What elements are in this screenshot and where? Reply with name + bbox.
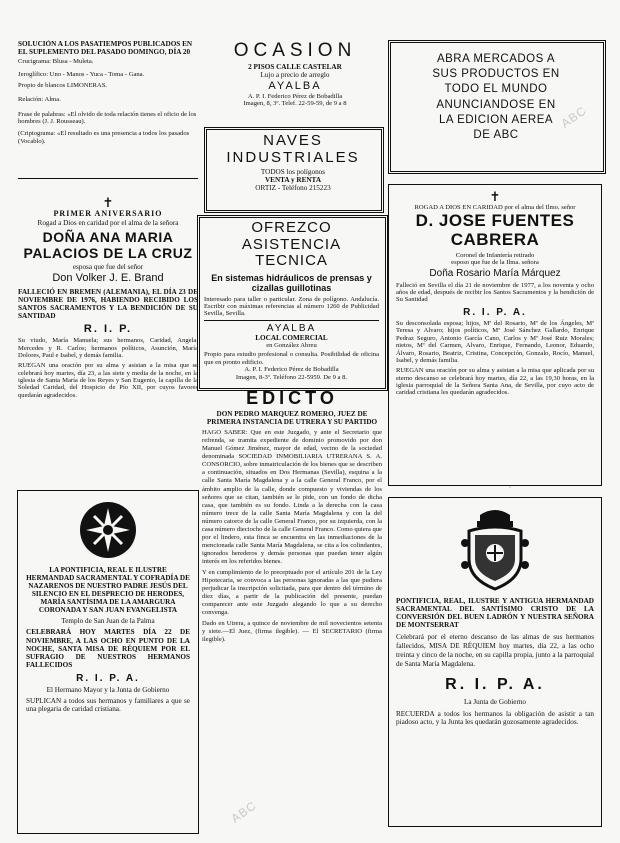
puzzle-solutions — [18, 40, 198, 180]
aniversario-mass: RUEGAN una oración por su alma y asistan a la misa que se celebrará hoy martes, día 23, a las siete y media de la noche, en la iglesia de Santa María de los Reyes y San Eugenio, la capilla de la Soledad Caridad, del Hospicio de Pío XII, por cuyos favores quedarán agradecidos. — [18, 362, 198, 399]
edicto-heading: DON PEDRO MARQUEZ ROMERO, JUEZ DE PRIMERA INSTANCIA DE UTRERA Y SU PARTIDO — [206, 410, 378, 427]
cross-icon: ✝ — [489, 190, 501, 204]
hermandad-plea: RECUERDA a todos los hermanos la obligación de asistir a tan piadoso acto, y la Junta les quedarán gozosamente agradecidos. — [396, 710, 594, 727]
puzzle-line: Frase de palabras: «El olvido de toda relación tienes el oficio de los hombres (J. J. Rousseau). — [18, 110, 197, 125]
deceased-name: DOÑA ANA MARIA PALACIOS DE LA CRUZ — [23, 229, 193, 262]
abc-ad-line: ANUNCIANDOSE EN — [436, 98, 556, 111]
aniversario-body: FALLECIÓ EN BREMEN (ALEMANIA), EL DÍA 23 DE NOVIEMBRE DE 1976, HABIENDO RECIBIDO LOS SANTOS SACRAMENTOS Y LA BENDICIÓN DE SU SANTIDAD — [18, 287, 198, 320]
rip-label: R. I. P. A. — [463, 306, 527, 318]
divider — [18, 178, 198, 179]
hermandad-signed: La Junta de Gobierno — [463, 698, 527, 707]
hermandad-body: CELEBRARÁ HOY MARTES DÍA 22 DE NOVIEMBRE, A LAS OCHO EN PUNTO DE LA NOCHE, SANTA MISA DE RÉQUIEM POR EL SUFRAGIO DE NUESTROS HERMANOS FALLECIDOS — [26, 628, 190, 669]
ocasion-brand: AYALBA — [268, 80, 322, 93]
spouse-name: Doña Rosario María Márquez — [429, 267, 561, 279]
spouse-name: Don Volker J. E. Brand — [52, 272, 164, 285]
cross-emblem-icon — [76, 498, 140, 562]
edicto-body: HAGO SABER: Que en este Juzgado, y ante el Secretario que refrenda, se tramita expediente de dominio promovido por don Manuel Gómez Jiménez, mayor de edad, vecino de la sociedad denominada SOCIEDAD INMOBILIARIA UTRERANA S. A. CONSORCIO, sobre inmatriculación de los bienes que se describen a continuación, situados en Dos Hermanas (Sevilla), esquina a la calle Santa María Magdalena y a la calle General Franco, por el ámbito amplio de la calle, donde compuesto y viviendas de los señores que se citan, también se le pide, con un fondo de dicha casa, que también es su fondo. Linda a la derecha con la casa número trece de la calle Santa María Magdalena y con la del número catorce de la calle General Franco, por su izquierda, con la casa número dieciocho de la calle General Franco. Como quiera que por el lindero, esta finca se encuentra en las inmediaciones de la mencionada calle Santa María Magdalena, se cita a los colindantes, ignorados herederos y demás personas que puedan tener algún interés en los referidos bienes. — [202, 429, 382, 565]
hermandad-body: Celebrará por el eterno descanso de las almas de sus hermanos fallecidos, MISA DE RÉQUIEM hoy martes, día 22, a las ocho treinta y cinco de la noche, en su capilla propia, junto a la parroquial de Santa María Magdalena. — [396, 633, 594, 668]
puzzle-line: Jeroglífico: Uno - Manos - Yuca - Toma - Gana. — [18, 70, 145, 78]
ocasion-line: A. P. I. Federico Pérez de Bobadilla — [247, 92, 343, 100]
naves-ad — [210, 133, 376, 205]
abc-watermark: ABC — [228, 798, 260, 826]
edicto-signature: Dado en Utrera, a quince de noviembre de mil novecientos setenta y siete.—El Juez, (firma ilegible). — El SECRETARIO (firma ilegible). — [202, 620, 382, 644]
ocasion-title: OCASION — [233, 40, 357, 61]
hermandad-plea: SUPLICAN a todos sus hermanos y familiares a que se una plegaria de caridad cristiana. — [26, 697, 190, 714]
edicto-title: EDICTO — [246, 388, 338, 408]
ocasion-line: 2 PISOS CALLE CASTELAR — [248, 63, 342, 72]
local-api: A. P. I. Federico Pérez de Bobadilla — [244, 366, 339, 374]
puzzle-heading: SOLUCIÓN A LOS PASATIEMPOS PUBLICADOS EN EL SUPLEMENTO DEL PASADO DOMINGO, DÍA 20 — [18, 40, 193, 57]
naves-sub: ORTIZ - Teléfono 215223 — [255, 184, 331, 193]
puzzle-line: Propio de blancos LIMONERAS. — [18, 81, 108, 89]
fuentes-notice — [396, 190, 594, 480]
local-api: Imagen, 8-3º. Teléfono 22-5959. De 9 a 8. — [235, 373, 348, 381]
cross-icon: ✝ — [102, 196, 114, 210]
ofrezco-body: Interesado para taller o particular. Zona de polígono. Andalucía. Escribir con máximas referencias al número 1260 de Publicidad Sevilla, Sevilla. — [204, 295, 379, 318]
local-sub: en González Abreu — [266, 342, 317, 350]
local-title: LOCAL COMERCIAL — [255, 333, 328, 342]
abc-ad-line: TODO EL MUNDO — [444, 83, 548, 96]
aniversario-sub: esposa que fue del señor — [72, 263, 144, 272]
fuentes-title: Coronel de Infantería retirado — [455, 251, 535, 259]
abc-ad — [396, 52, 596, 162]
edicto — [202, 388, 382, 836]
hermandad-right — [396, 503, 594, 821]
ofrezco-sub: En sistemas hidráulicos de prensas y cizallas guillotinas — [211, 272, 372, 293]
ocasion-line: Lujo a precio de arreglo — [260, 71, 330, 80]
abc-ad-line: SUS PRODUCTOS EN — [432, 68, 560, 81]
ofrezco-ad — [204, 220, 379, 382]
hermandad-heading: LA PONTIFICIA, REAL E ILUSTRE HERMANDAD SACRAMENTAL Y COFRADÍA DE NAZARENOS DE NUESTRO PADRE JESÚS DEL SILENCIO EN EL DESPRECIO DE HERODES, MARÍA SANTÍSIMA DE LA AMARGURA CORONADA Y SAN JUAN EVANGELISTA — [26, 566, 190, 615]
abc-ad-line: ABRA MERCADOS A — [436, 53, 556, 65]
fuentes-intro: ROGAD A DIOS EN CARIDAD por el alma del Ilmo. señor — [414, 204, 576, 211]
fuentes-sub: esposo que fue de la Ilma. señora — [451, 259, 539, 267]
aniversario-notice — [18, 196, 198, 480]
temple-name: Templo de San Juan de la Palma — [61, 617, 155, 626]
puzzle-line: Crucigrama: Blusa - Muleta. — [18, 58, 94, 66]
aniversario-intro: Rogad a Dios en caridad por el alma de la señora — [37, 218, 179, 227]
naves-sub: VENTA y RENTA — [264, 176, 322, 185]
abc-ad-line: LA EDICION AEREA — [438, 113, 554, 126]
edicto-body: Y en cumplimiento de lo preceptuado por el artículo 201 de la Ley Hipotecaria, se convoca a las personas ignoradas a las que pudiera perjudicar la inscripción solicitada, para que dentro del término de diez días, a partir de la publicación del presente, puedan comparecer ante este Juzgado alegando lo que a su derecho convenga. — [202, 568, 382, 616]
fuentes-mass: RUEGAN una oración por su alma y asistan a la misa que aplicada por su eterno descanso se celebrará hoy martes, día 22, a las 19,30 horas, en la iglesia parroquial de la Señora Santa Ana, de Sevilla, por cuyo acto de caridad cristiana les quedarán agradecidos. — [396, 367, 594, 397]
crest-emblem-icon — [455, 503, 535, 593]
fuentes-body: Falleció en Sevilla el día 21 de noviembre de 1977, a los noventa y ocho años de edad, después de recibir los Santos Sacramentos y la bendición de Su Santidad — [396, 281, 594, 304]
aniversario-family: Su viudo, María Manuela; sus hermanos, Caridad, Angela, Mercedes y R. Carlos; hermanos políticos, Asunción, María Dolores, Paul e Isabel, y demás familia. — [18, 337, 198, 359]
rip-label: R. I. P. — [83, 322, 133, 335]
hermandad-signed: El Hermano Mayor y la Junta de Gobierno — [46, 685, 170, 694]
rip-label: R. I. P. A. — [76, 672, 140, 684]
fuentes-family: Su desconsolada esposa; hijos, Mª del Rosario, Mª de los Ángeles, Mª Teresa y Alvaro; hijos políticos, Mª José Sánchez Gallardo, Enrique Pedraz Seguro, Antonio García Cano, Carlos y Mª José Ruiz Morales; nietos, Mª del Carmen, Alvaro, Enrique, Fernando, Leonor, Eduardo, Álvaro, Rosario, Beatriz, Cristina, Concepción, Gonzalo, Rocío, Manuel, Isabel, y demás familia. — [396, 320, 594, 364]
abc-watermark: ABC — [558, 103, 590, 131]
local-body: Propio para estudio profesional o consulta. Posibilidad de oficina que en pronto edificio. — [204, 351, 379, 366]
abc-ad-line: DE ABC — [473, 128, 519, 141]
ocasion-ad — [206, 40, 384, 130]
deceased-name: D. JOSE FUENTES CABRERA — [415, 211, 575, 250]
ayalba-brand: AYALBA — [266, 322, 317, 334]
hermandad-left — [26, 498, 190, 828]
naves-sub: TODOS los polígonos — [260, 168, 326, 176]
ocasion-line: Imagen, 8, 3º. Telef. 22-59-59, de 9 a 8 — [243, 100, 347, 108]
ofrezco-title: OFREZCO ASISTENCIA TECNICA — [241, 220, 342, 269]
puzzle-line: Relación: Alma. — [18, 96, 61, 104]
puzzle-line: (Criptograma: «El resultado es una presencia a todos los pasados (Vocablo). — [18, 130, 190, 145]
hermandad-heading: PONTIFICIA, REAL, ILUSTRE Y ANTIGUA HERMANDAD SACRAMENTAL DEL SANTÍSIMO CRISTO DE LA CONVERSIÓN DEL BUEN LADRÓN Y NUESTRA SEÑORA DE MONTSERRAT — [396, 597, 594, 630]
aniversario-heading: PRIMER ANIVERSARIO — [53, 209, 163, 218]
rip-label: R. I. P. A. — [445, 676, 545, 694]
naves-title: NAVES INDUSTRIALES — [226, 133, 360, 166]
